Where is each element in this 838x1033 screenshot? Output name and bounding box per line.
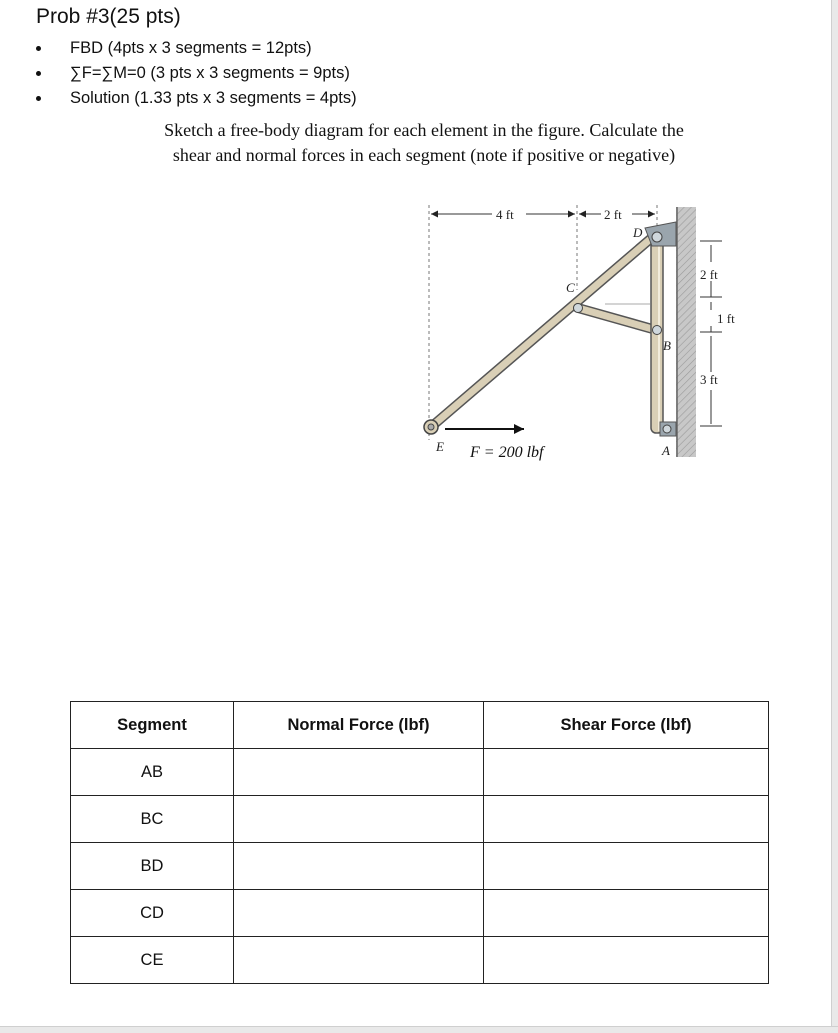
grading-list: [36, 36, 357, 111]
table-row: [71, 843, 769, 890]
list-item-text: ∑F=∑M=0 (3 pts x 3 segments = 9pts): [70, 64, 350, 82]
segment-cell: BC: [71, 796, 234, 843]
frame-figure: [0, 195, 838, 475]
normal-force-cell[interactable]: [234, 749, 484, 796]
shear-force-cell[interactable]: [484, 890, 769, 937]
table-row: [71, 937, 769, 984]
bullet-icon: [36, 46, 41, 51]
shear-force-cell[interactable]: [484, 937, 769, 984]
table-row: [71, 890, 769, 937]
normal-force-cell[interactable]: [234, 890, 484, 937]
dimension-label: 3 ft: [700, 372, 718, 387]
list-item-text: Solution (1.33 pts x 3 segments = 4pts): [70, 89, 357, 107]
list-item: [36, 61, 357, 86]
segment-cell: CD: [71, 890, 234, 937]
member-ED: [431, 235, 655, 427]
dimension-label: 4 ft: [496, 207, 514, 222]
page-edge: [0, 1026, 838, 1033]
list-item: [36, 36, 357, 61]
point-label-e: E: [436, 439, 444, 454]
problem-statement-line: shear and normal forces in each segment (note if positive or negative): [172, 145, 676, 165]
column-header-shear: Shear Force (lbf): [484, 702, 769, 749]
segment-cell: CE: [71, 937, 234, 984]
column-header-normal: Normal Force (lbf): [234, 702, 484, 749]
dimension-label: 1 ft: [717, 311, 735, 326]
segment-cell: BD: [71, 843, 234, 890]
point-label-a: A: [662, 443, 670, 458]
bullet-icon: [36, 71, 41, 76]
point-label-b: B: [663, 338, 671, 353]
member-AD: [651, 238, 663, 433]
problem-title: Prob #3(25 pts): [36, 5, 181, 28]
wall-support: [676, 207, 696, 457]
bullet-icon: [36, 96, 41, 101]
problem-statement: [0, 118, 838, 168]
force-label: F = 200 lbf: [470, 444, 544, 461]
table-row: [71, 796, 769, 843]
dimension-label: 2 ft: [700, 267, 718, 282]
normal-force-cell[interactable]: [234, 937, 484, 984]
table-header-row: [71, 702, 769, 749]
normal-force-cell[interactable]: [234, 796, 484, 843]
shear-force-cell[interactable]: [484, 843, 769, 890]
shear-force-cell[interactable]: [484, 796, 769, 843]
point-label-d: D: [633, 225, 643, 240]
shear-force-cell[interactable]: [484, 749, 769, 796]
list-item-text: FBD (4pts x 3 segments = 12pts): [70, 39, 312, 57]
problem-statement-line: Sketch a free-body diagram for each element in the figure. Calculate the: [164, 120, 684, 140]
member-CB: [578, 308, 656, 330]
table-row: [71, 749, 769, 796]
normal-force-cell[interactable]: [234, 843, 484, 890]
answer-table: [70, 701, 769, 984]
segment-cell: AB: [71, 749, 234, 796]
dimension-label: 2 ft: [604, 207, 622, 222]
list-item: [36, 86, 357, 111]
column-header-segment: Segment: [71, 702, 234, 749]
point-label-c: C: [566, 280, 575, 295]
